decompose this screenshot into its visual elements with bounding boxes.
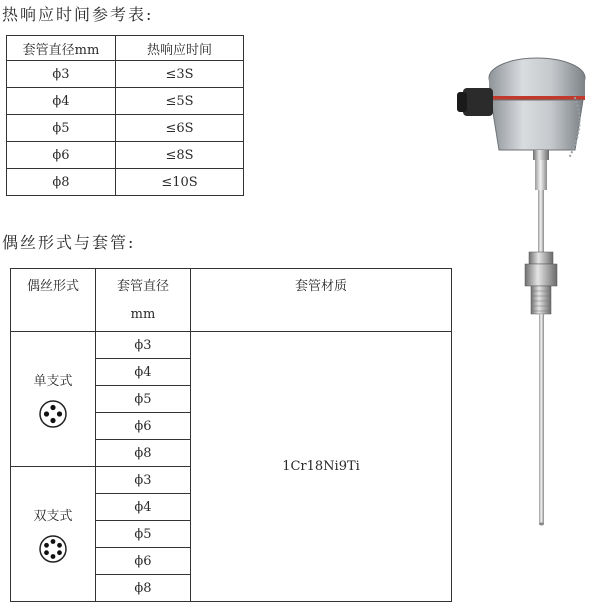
double-type-label: 双支式 [33,508,73,524]
table-row [7,115,244,142]
double-type-cell [11,467,96,602]
single-type-label: 单支式 [33,373,73,389]
diameter-cell: ϕ3 [96,467,191,494]
table-row [11,332,452,359]
diameter-cell: ϕ5 [7,115,116,142]
diameter-cell: ϕ6 [7,142,116,169]
six-hole-ceramic-icon [38,534,68,564]
response-time-heading: 热响应时间参考表: [2,5,154,24]
col-header-response: 热响应时间 [116,36,244,61]
diameter-cell: ϕ4 [96,359,191,386]
response-cell: ≤8S [116,142,244,169]
diameter-cell: ϕ3 [7,61,116,88]
response-time-table [6,35,244,196]
response-cell: ≤3S [116,61,244,88]
response-cell: ≤10S [116,169,244,196]
table-row [7,142,244,169]
col-header-form: 偶丝形式 [11,269,96,332]
diameter-cell: ϕ4 [7,88,116,115]
diameter-cell: ϕ4 [96,494,191,521]
wire-form-heading: 偶丝形式与套管: [2,233,136,252]
table-row [7,61,244,88]
response-cell: ≤6S [116,115,244,142]
col-header-material: 套管材质 [191,269,452,332]
response-cell: ≤5S [116,88,244,115]
unit-label: mm [130,307,156,322]
diameter-cell: ϕ5 [96,521,191,548]
table-row [7,88,244,115]
diameter-cell: ϕ6 [96,548,191,575]
thermocouple-product-icon [455,50,595,530]
diameter-cell: ϕ8 [7,169,116,196]
diameter-cell: ϕ3 [96,332,191,359]
single-type-cell [11,332,96,467]
material-cell: 1Cr18Ni9Ti [191,332,452,602]
table-row [7,169,244,196]
diameter-cell: ϕ8 [96,575,191,602]
col-header-diameter: 套管直径mm [7,36,116,61]
col-header-diameter: 套管直径 mm [96,269,191,332]
diameter-cell: ϕ6 [96,413,191,440]
wire-form-table [10,268,452,602]
diameter-cell: ϕ8 [96,440,191,467]
four-hole-ceramic-icon [38,399,68,429]
diameter-cell: ϕ5 [96,386,191,413]
